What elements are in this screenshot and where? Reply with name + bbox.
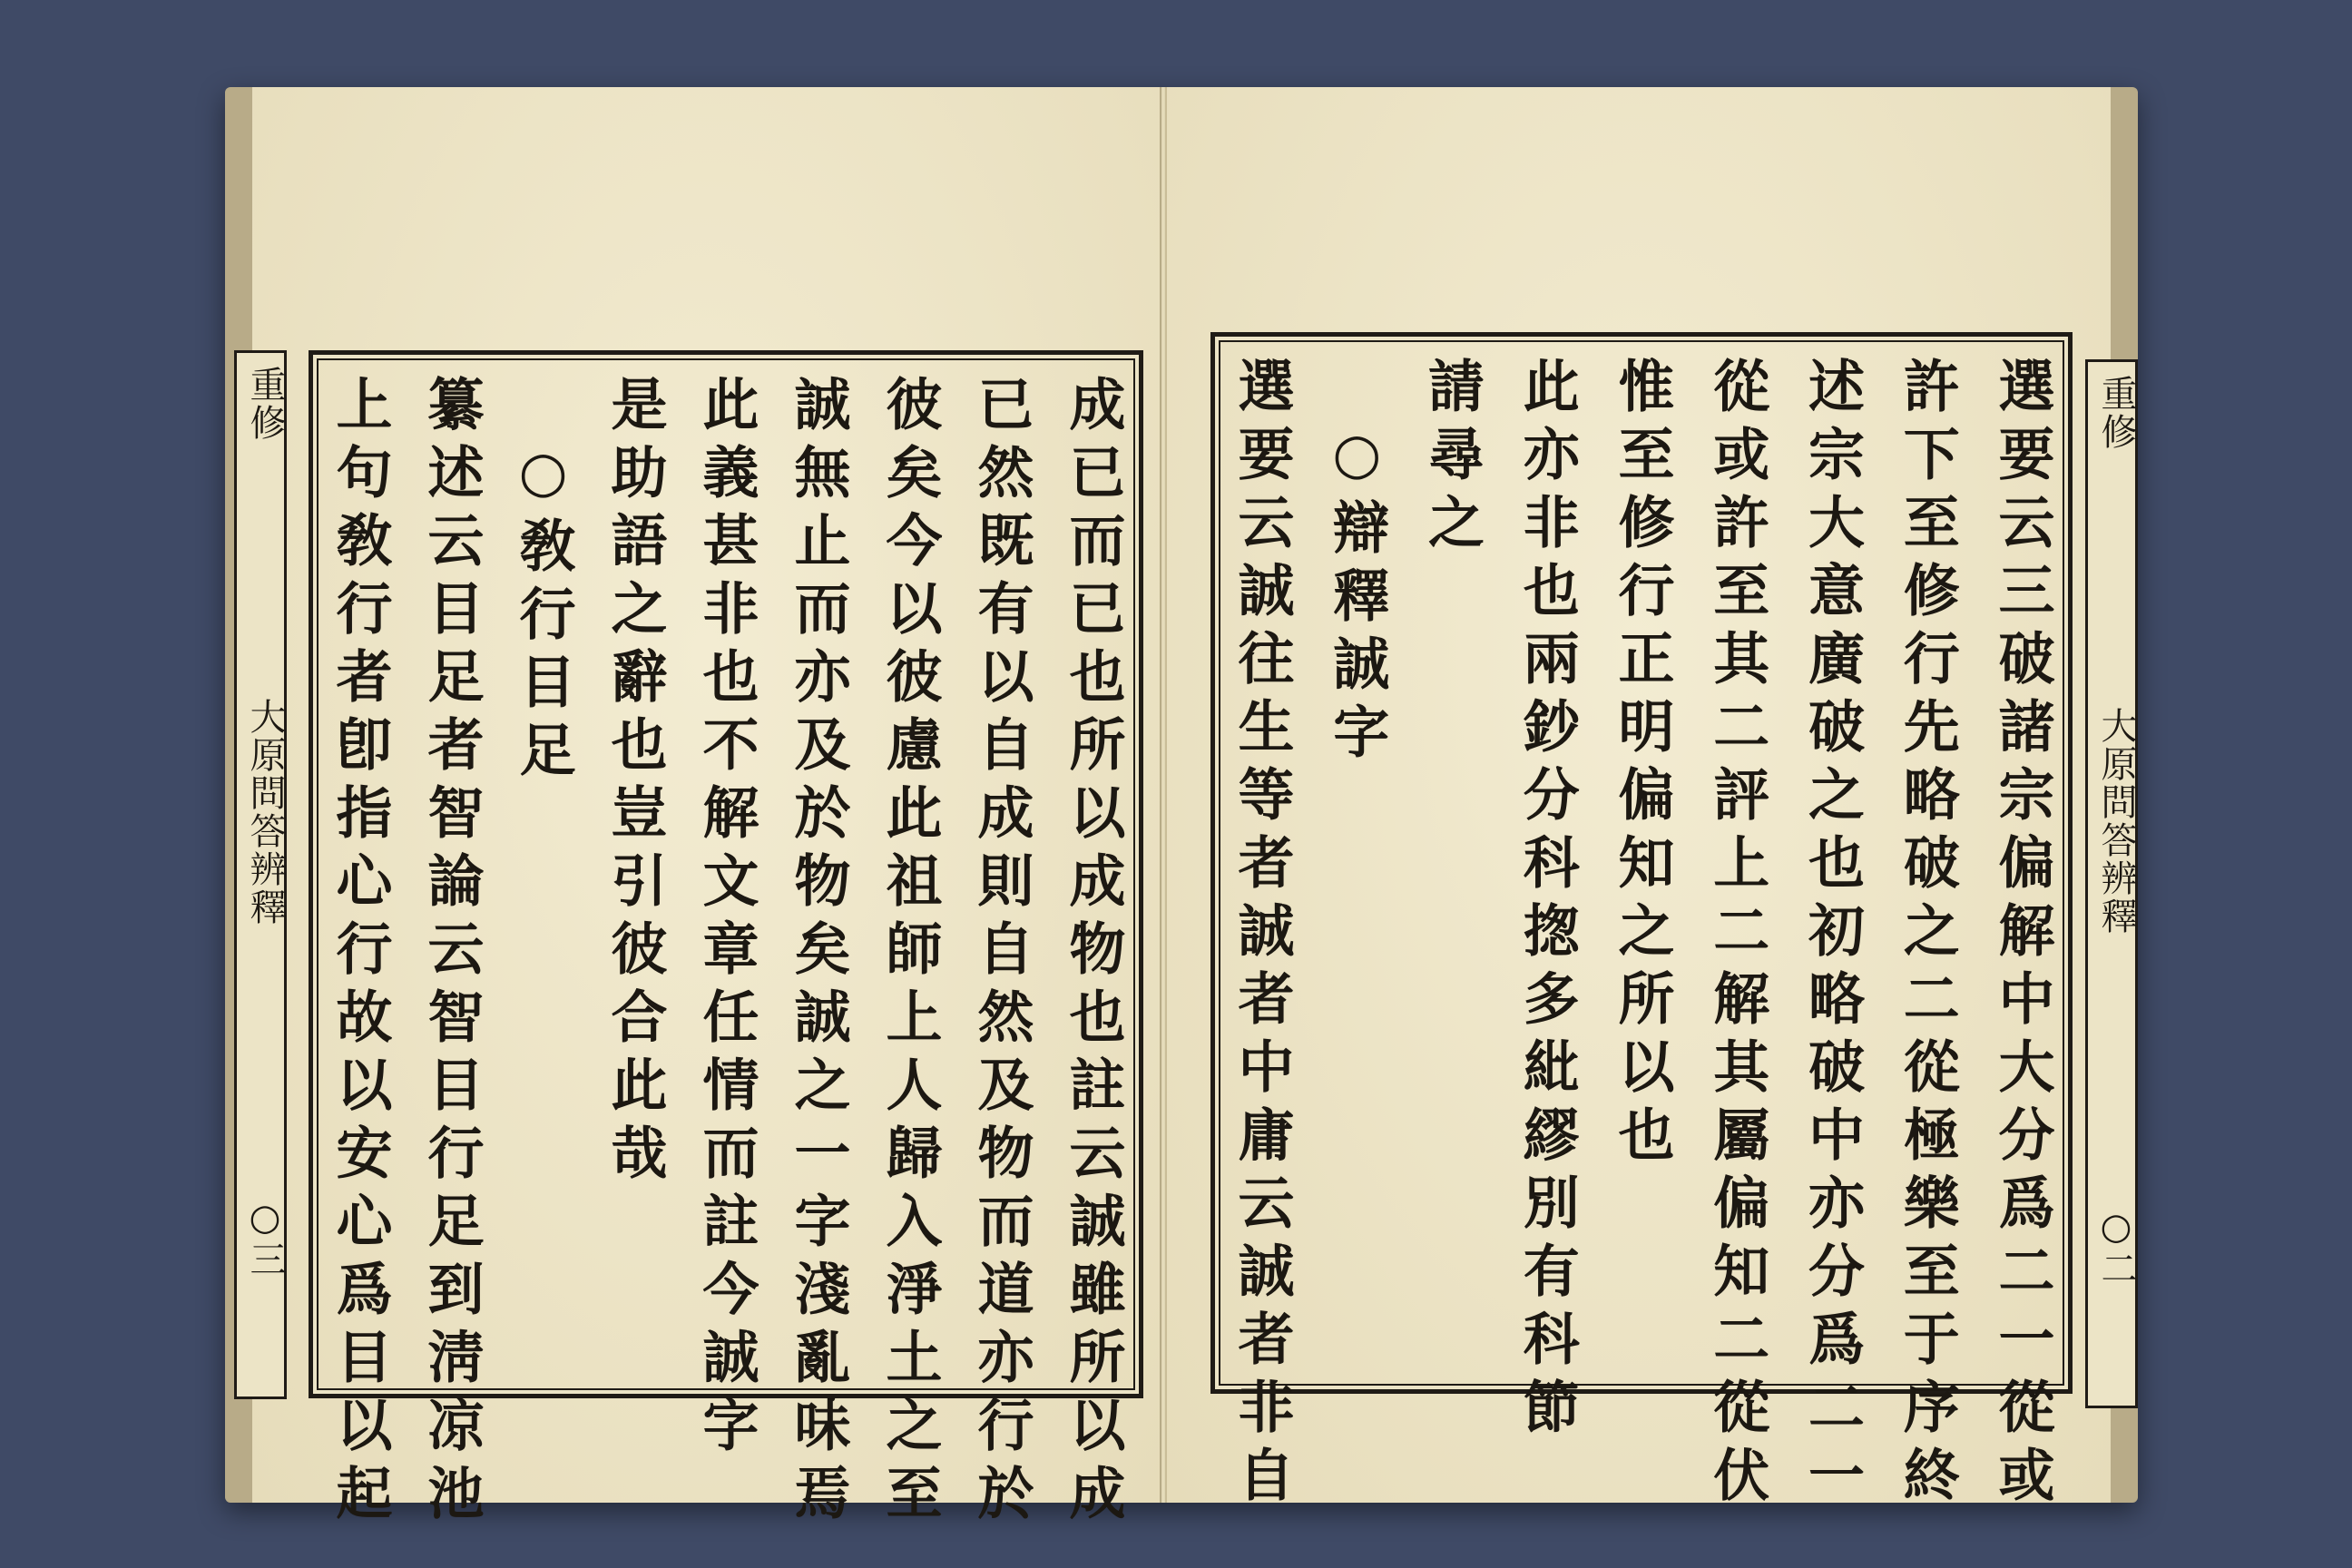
text-column: ○辯釋誠字 bbox=[1323, 420, 1390, 770]
left-page bbox=[244, 87, 1161, 1532]
text-column: 是助語之辭也豈引彼合此哉 bbox=[602, 375, 668, 1191]
text-column: 選要云三破諸宗偏解中大分爲二一從或 bbox=[1989, 357, 2055, 1514]
right-text-frame bbox=[1210, 332, 2073, 1514]
margin-page-number: ○三 bbox=[244, 1197, 286, 1279]
text-column: 成已而已也所以成物也註云誠雖所以成 bbox=[1060, 375, 1126, 1532]
text-column: 述宗大意廣破之也初略破中亦分爲二一 bbox=[1798, 357, 1866, 1514]
text-column: 此義甚非也不解文章任情而註今誠字 bbox=[693, 375, 760, 1464]
text-column: 許下至修行先略破之二從極樂至于序終 bbox=[1894, 357, 1961, 1514]
left-text-columns bbox=[327, 375, 1126, 1532]
text-column: 纂述云目足者智論云智目行足到淸凉池 bbox=[418, 375, 485, 1532]
margin-title: 重修 bbox=[244, 366, 286, 442]
text-column: 從或許至其二評上二解其屬偏知二從伏 bbox=[1703, 357, 1770, 1514]
left-page-margin-label bbox=[234, 350, 287, 1399]
text-column: 上句敎行者卽指心行故以安心爲目以起 bbox=[327, 375, 393, 1532]
left-text-frame bbox=[309, 350, 1143, 1532]
margin-book-title: 大原問答辨釋 bbox=[244, 698, 286, 926]
text-column: 已然既有以自成則自然及物而道亦行於 bbox=[968, 375, 1034, 1532]
open-book bbox=[225, 87, 2138, 1532]
right-text-columns bbox=[1229, 357, 2055, 1514]
text-column: 請尋之 bbox=[1418, 357, 1485, 561]
text-column: 選要云誠往生等者誠者中庸云誠者非自 bbox=[1229, 357, 1295, 1514]
margin-title: 重修 bbox=[2095, 375, 2137, 451]
text-column: ○敎行目足 bbox=[510, 438, 576, 789]
text-column: 彼矣今以彼慮此祖師上人歸入淨土之至 bbox=[877, 375, 943, 1532]
margin-book-title: 大原問答辨釋 bbox=[2095, 707, 2137, 936]
right-page-margin-label bbox=[2085, 359, 2138, 1408]
right-page bbox=[1165, 87, 2137, 1514]
text-column: 此亦非也兩鈔分科揔多紕繆別有科節 bbox=[1514, 357, 1581, 1446]
margin-page-number: ○二 bbox=[2095, 1206, 2137, 1288]
text-column: 惟至修行正明偏知之所以也 bbox=[1609, 357, 1675, 1173]
text-column: 誠無止而亦及於物矣誠之一字淺亂味焉 bbox=[785, 375, 851, 1532]
